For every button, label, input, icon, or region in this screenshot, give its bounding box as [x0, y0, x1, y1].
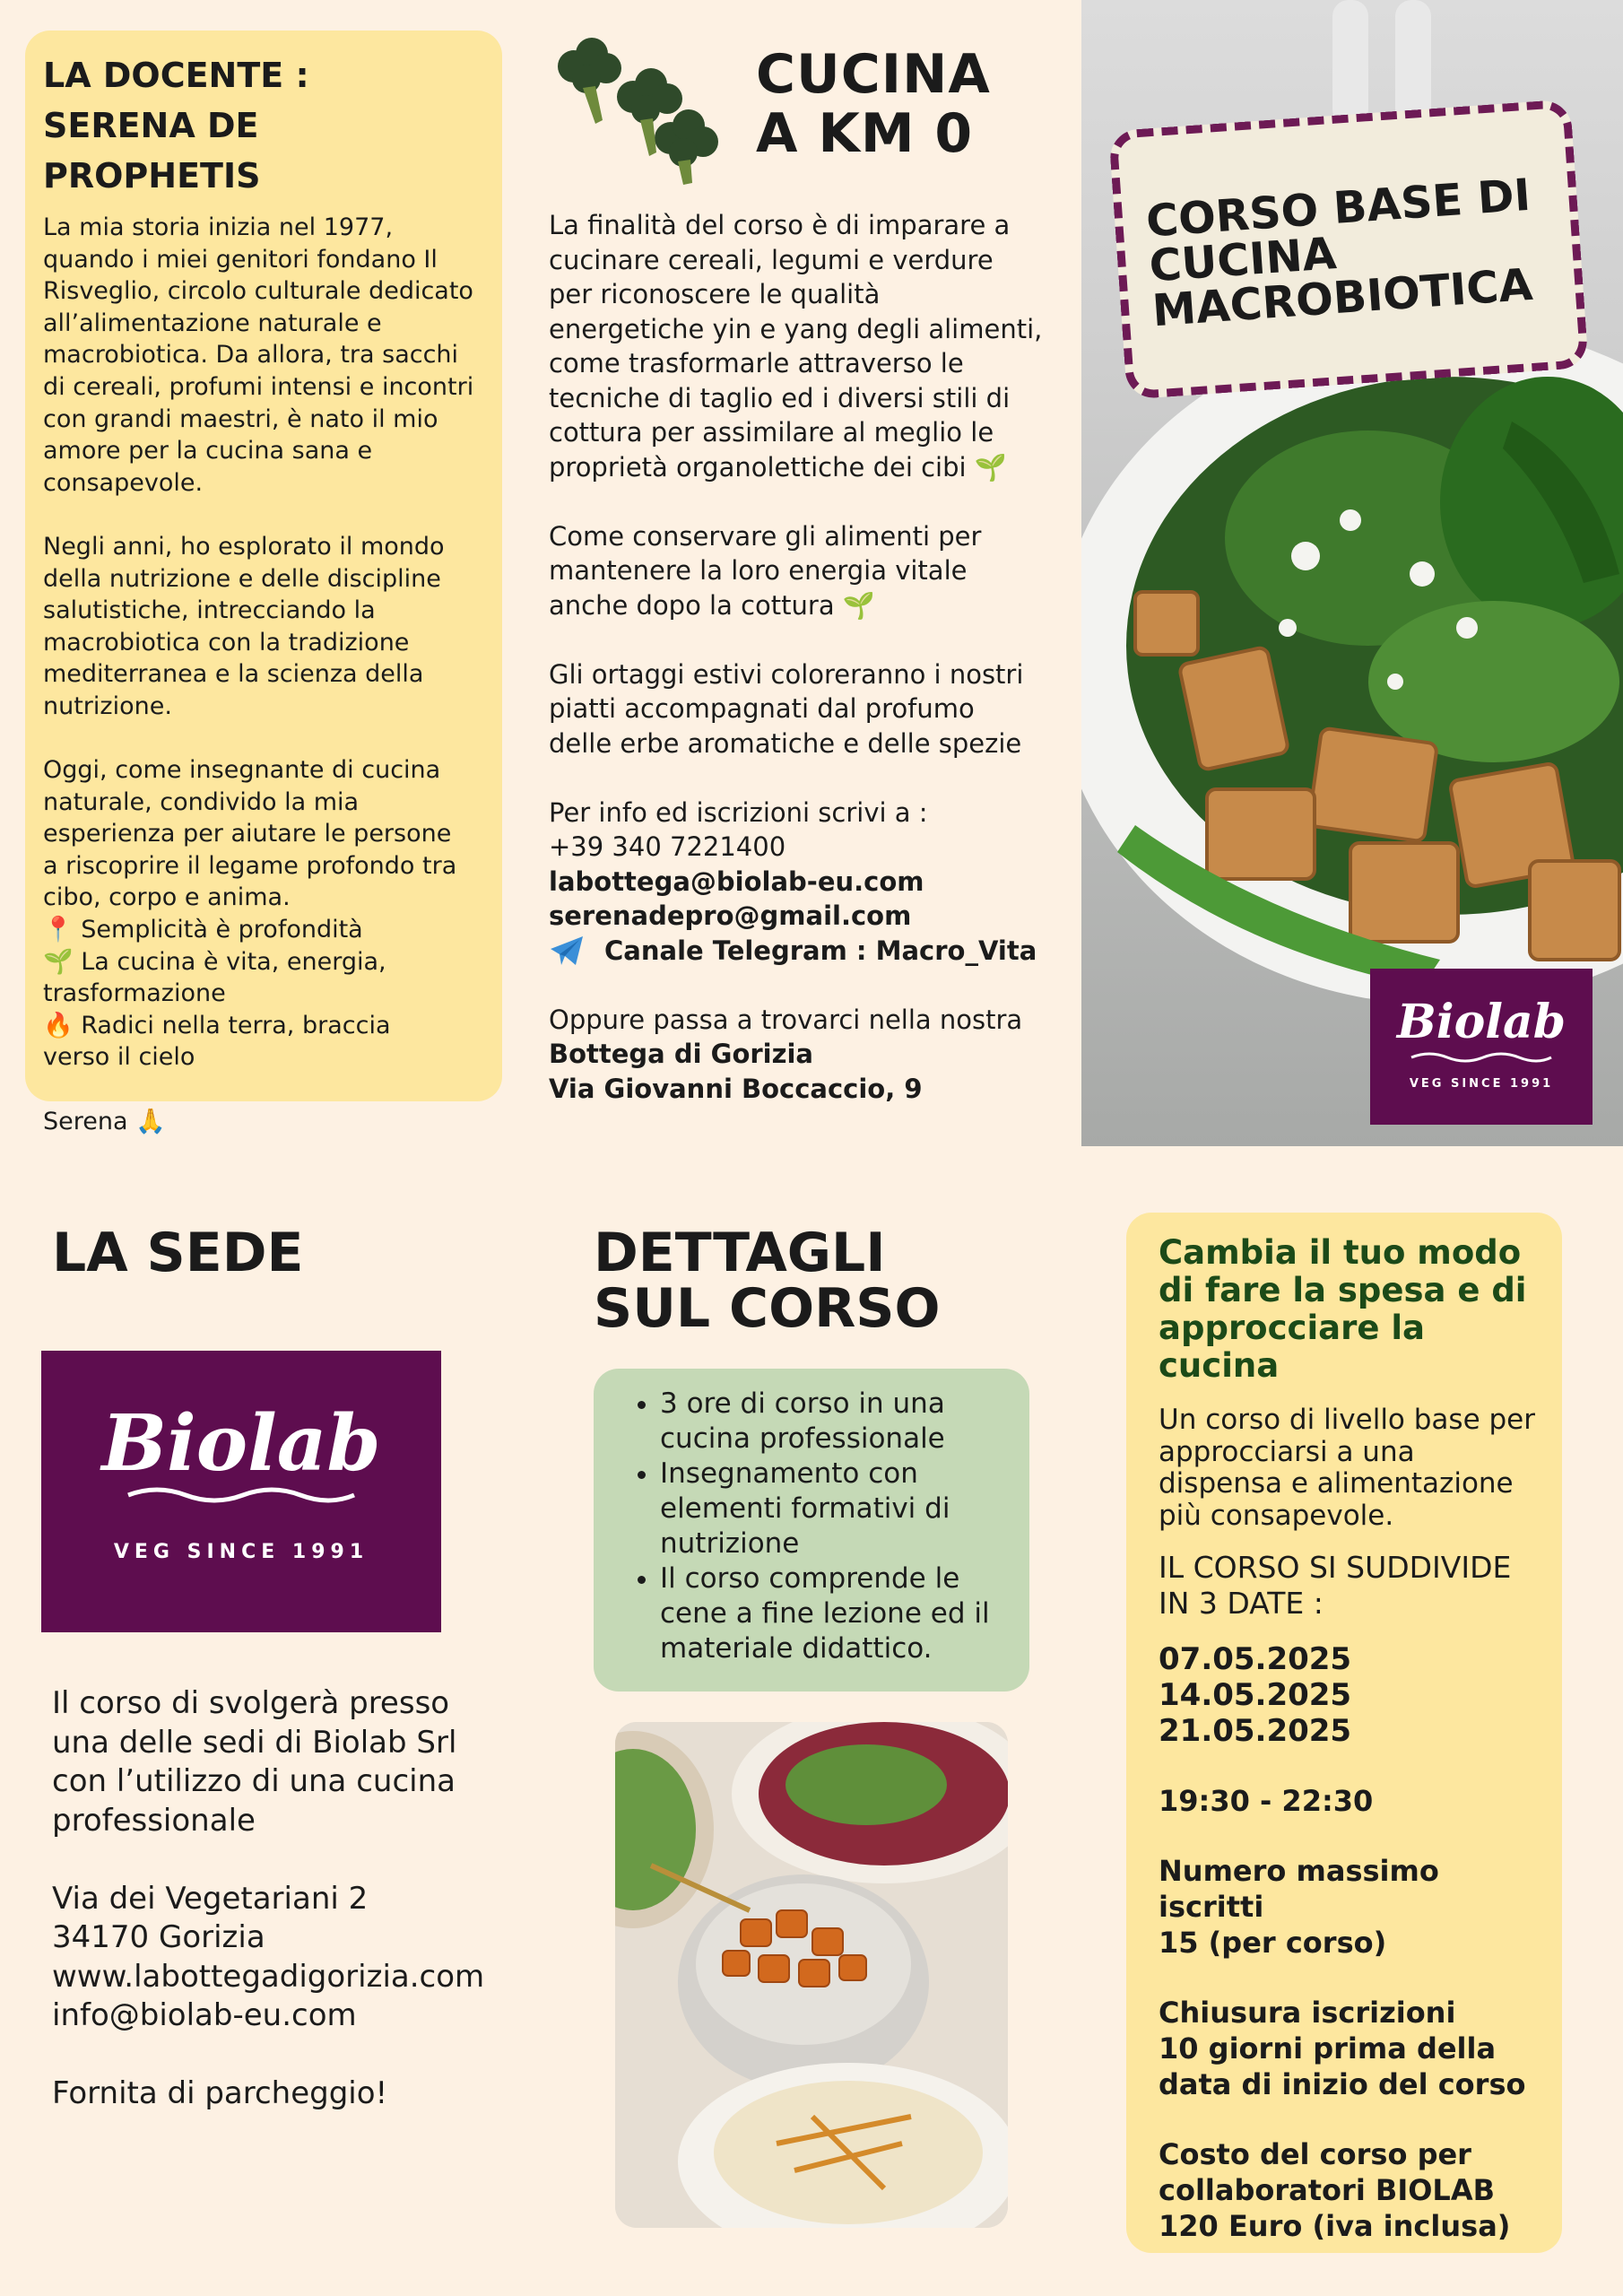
- dettagli-list: [594, 1369, 1029, 1666]
- biolab-logo: [41, 1351, 441, 1632]
- km0-paragraph: Gli ortaggi estivi coloreranno i nostri piatti accompagnati dal profumo delle erbe aromatiche e delle spezie: [549, 658, 1024, 759]
- docente-title: LA DOCENTE : SERENA DE PROPHETIS: [43, 56, 309, 196]
- course-cost: Costo del corso per collaboratori BIOLAB 120 Euro (iva inclusa): [1159, 2137, 1511, 2243]
- dettagli-title: DETTAGLI SUL CORSO: [594, 1222, 941, 1340]
- info-card-body: Un corso di livello base per approcciarsi a una dispensa e alimentazione più consapevole.: [1159, 1404, 1535, 1532]
- email-link[interactable]: serenadepro@gmail.com: [549, 900, 912, 931]
- telegram-icon: [549, 935, 585, 967]
- km0-paragraph: Come conservare gli alimenti per mantenere la loro energia vitale anche dopo la cottura 🌱: [549, 520, 982, 621]
- logo-name: Biolab: [101, 1398, 381, 1489]
- course-info-card: [1126, 1213, 1562, 2253]
- docente-paragraph: Negli anni, ho esplorato il mondo della nutrizione e delle discipline salutistiche, intrecciando la macrobiotica con la tradizione mediterranea e la scienza della nutrizione.: [43, 532, 445, 720]
- phone-number: +39 340 7221400: [549, 831, 786, 862]
- dates-intro: IL CORSO SI SUDDIVIDE IN 3 DATE :: [1159, 1550, 1512, 1621]
- logo-wave-icon: [1410, 1052, 1553, 1063]
- logo-tagline: VEG SINCE 1991: [113, 1541, 369, 1563]
- docente-signature: Serena 🙏: [43, 1107, 166, 1135]
- course-title-sign: [1108, 99, 1589, 399]
- food-photo: [615, 1722, 1008, 2228]
- sede-address: Via dei Vegetariani 2 34170 Gorizia www.labottegadigorizia.com info@biolab-eu.com: [52, 1880, 485, 2033]
- biolab-logo: [1370, 969, 1593, 1125]
- broccoli-icon: [556, 34, 726, 187]
- dettagli-card: [594, 1369, 1029, 1692]
- docente-card: [25, 30, 502, 1135]
- visit-intro: Oppure passa a trovarci nella nostra: [549, 1004, 1023, 1035]
- docente-motto: 🔥 Radici nella terra, braccia verso il cielo: [43, 1011, 391, 1072]
- telegram-link[interactable]: [549, 934, 1060, 969]
- info-intro: Per info ed iscrizioni scrivi a :: [549, 796, 928, 828]
- logo-name: Biolab: [1396, 995, 1567, 1049]
- km0-body: [549, 208, 1060, 1106]
- sede-title: LA SEDE: [52, 1222, 304, 1284]
- list-item: • Insegnamento con elementi formativi di nutrizione: [660, 1457, 1011, 1561]
- email-link[interactable]: labottega@biolab-eu.com: [549, 865, 924, 897]
- registration-closing: Chiusura iscrizioni 10 giorni prima della data di inizio del corso: [1159, 1996, 1526, 2101]
- docente-paragraph: Oggi, come insegnante di cucina naturale, condivido la mia esperienza per aiutare le persone a riscoprire il legame profondo tra cibo, corpo e anima.: [43, 756, 457, 912]
- course-dates: 07.05.2025 14.05.2025 21.05.2025: [1159, 1641, 1352, 1749]
- course-time: 19:30 - 22:30: [1159, 1784, 1374, 1818]
- docente-motto: 📍 Semplicità è profondità: [43, 916, 363, 944]
- sede-parking: Fornita di parcheggio!: [52, 2075, 388, 2111]
- docente-body: [43, 212, 484, 1137]
- shop-address: Via Giovanni Boccaccio, 9: [549, 1073, 923, 1104]
- food-dishes-image: [615, 1722, 1008, 2228]
- shop-name: Bottega di Gorizia: [549, 1039, 813, 1069]
- hero-photo: [1081, 0, 1623, 1146]
- telegram-label: Canale Telegram : Macro_Vita: [604, 935, 1037, 966]
- docente-paragraph: La mia storia inizia nel 1977, quando i miei genitori fondano Il Risveglio, circolo culturale dedicato all’alimentazione naturale e macrobiotica. Da allora, tra sacchi di cereali, profumi intensi e incontri con grandi maestri, è nato il mio amore per la cucina sana e consapevole.: [43, 213, 474, 497]
- logo-tagline: VEG SINCE 1991: [1409, 1077, 1554, 1091]
- info-card-title: Cambia il tuo modo di fare la spesa e di approcciare la cucina: [1159, 1233, 1527, 1385]
- max-participants: Numero massimo iscritti 15 (per corso): [1159, 1854, 1439, 1960]
- sede-body: [52, 1684, 518, 2114]
- logo-wave-icon: [125, 1487, 358, 1503]
- list-item: • 3 ore di corso in una cucina professionale: [660, 1387, 1011, 1457]
- list-item: • Il corso comprende le cene a fine lezione ed il materiale didattico.: [660, 1561, 1011, 1666]
- course-title: CORSO BASE DI CUCINA MACROBIOTICA: [1144, 169, 1535, 337]
- km0-title: CUCINA A KM 0: [756, 43, 991, 165]
- km0-paragraph: La finalità del corso è di imparare a cucinare cereali, legumi e verdure per riconoscere le qualità energetiche yin e yang degli alimenti, come trasformarle attraverso le tecniche di taglio ed i diversi stili di cottura per assimilare al meglio le proprietà organolettiche dei cibi 🌱: [549, 210, 1043, 483]
- docente-motto: 🌱 La cucina è vita, energia, trasformazione: [43, 947, 386, 1008]
- sede-description: Il corso di svolgerà presso una delle sedi di Biolab Srl con l’utilizzo di una cucina professionale: [52, 1685, 457, 1839]
